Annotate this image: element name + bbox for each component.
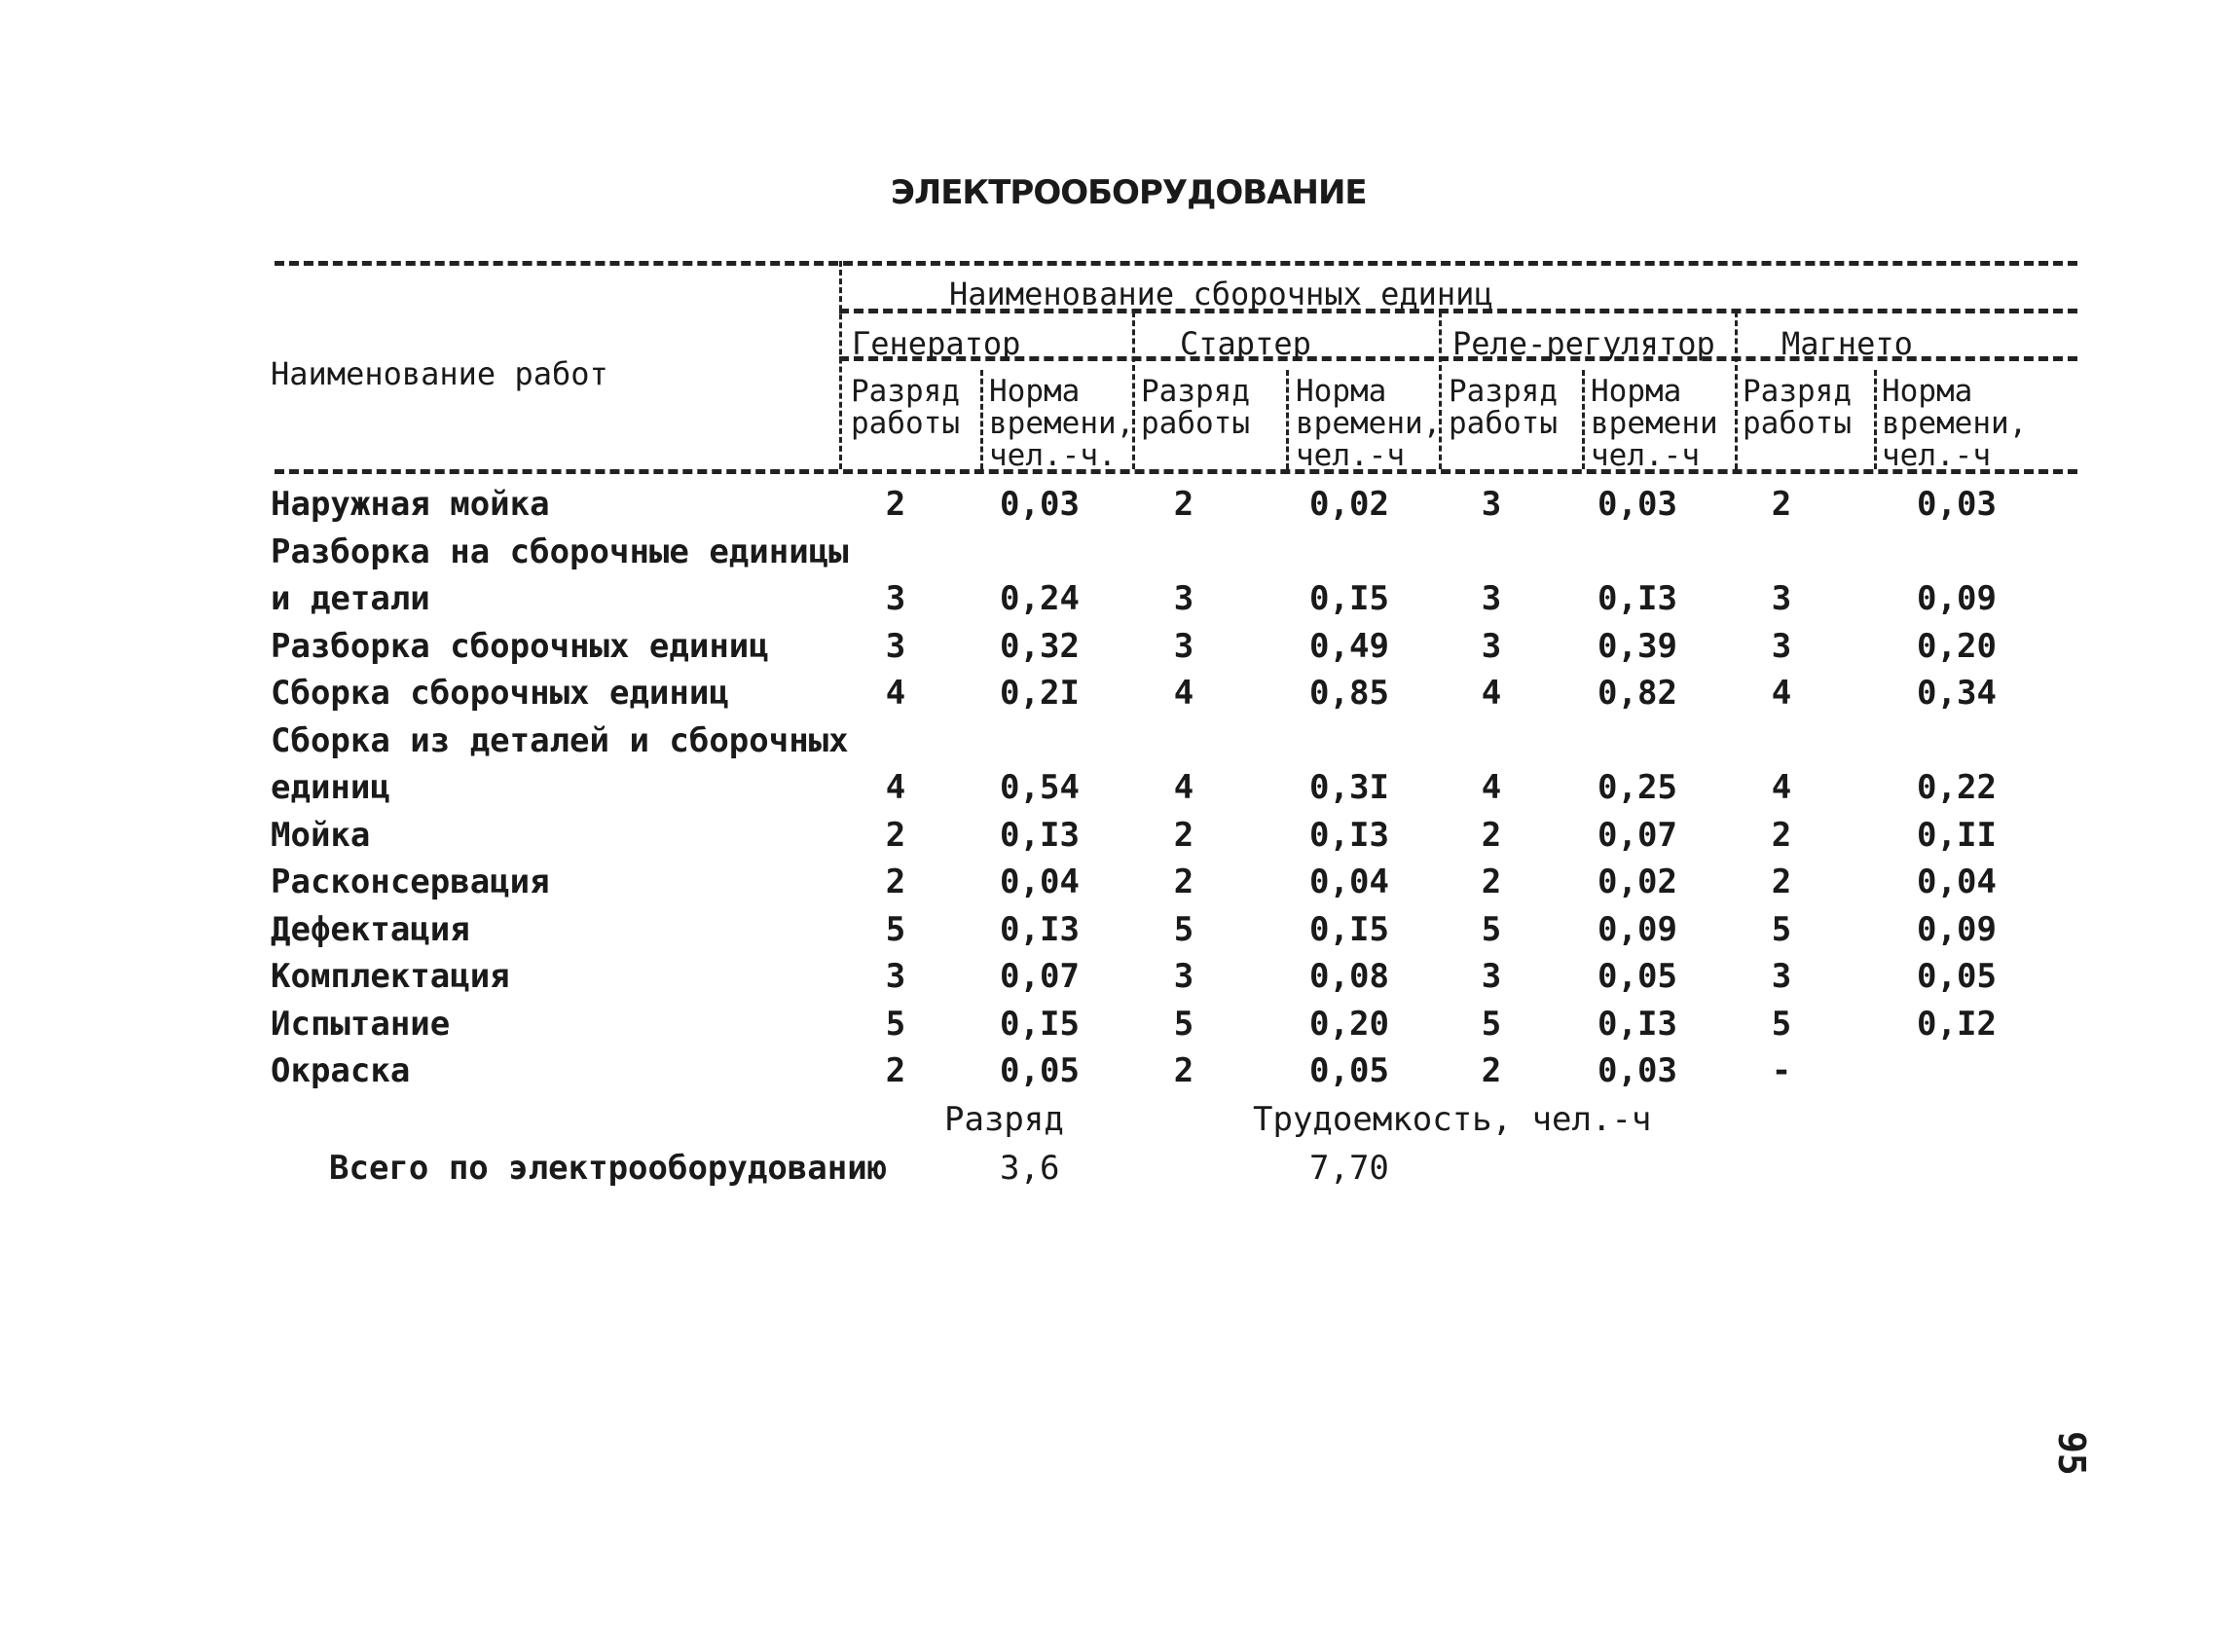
cell-time-norm: 0,22 <box>1917 768 1997 807</box>
row-work-name: Разборка на сборочные единицы <box>271 532 849 571</box>
cell-time-norm: 0,08 <box>1309 957 1389 996</box>
table-row <box>0 910 2240 957</box>
unit-header-starter: Стартер <box>1180 325 1311 362</box>
cell-time-norm: 0,02 <box>1309 485 1389 524</box>
cell-time-norm: 0,I3 <box>1597 1004 1677 1044</box>
cell-rank: 3 <box>1481 626 1502 666</box>
cell-time-norm: 0,25 <box>1597 768 1677 807</box>
table-row <box>0 627 2240 674</box>
cell-rank: 5 <box>1481 1004 1502 1044</box>
cell-time-norm: 0,34 <box>1917 674 1997 713</box>
summary-total-label: Всего по электрооборудованию <box>329 1149 888 1188</box>
cell-rank: 3 <box>1173 579 1194 618</box>
unit-divider-3 <box>1735 312 1738 469</box>
table-row <box>0 485 2240 532</box>
row-work-name: Мойка <box>271 815 371 855</box>
sub-header-norm: Норма времени, чел.-ч. <box>989 374 1135 473</box>
row-work-name: Испытание <box>271 1004 451 1044</box>
cell-time-norm: 0,09 <box>1917 909 1997 949</box>
table-row <box>0 721 2240 768</box>
cell-rank: 5 <box>1173 909 1194 949</box>
works-column-divider <box>839 261 842 469</box>
cell-rank: 4 <box>1481 674 1502 713</box>
summary-labor-label: Трудоемкость, чел.-ч <box>1253 1100 1652 1139</box>
row-work-name: Сборка сборочных единиц <box>271 674 729 713</box>
cell-time-norm: 0,54 <box>1000 768 1080 807</box>
cell-time-norm: 0,03 <box>1597 1051 1677 1090</box>
cell-rank: 2 <box>1173 485 1194 524</box>
cell-rank: 3 <box>1481 579 1502 618</box>
cell-rank: 5 <box>1771 909 1792 949</box>
cell-rank: 3 <box>1481 485 1502 524</box>
cell-rank: 2 <box>885 1051 906 1090</box>
cell-time-norm: 0,05 <box>1000 1051 1080 1090</box>
cell-rank: 3 <box>885 957 906 996</box>
row-work-name: и детали <box>271 579 430 618</box>
works-column-header: Наименование работ <box>271 355 608 392</box>
cell-time-norm: 0,05 <box>1309 1051 1389 1090</box>
cell-rank: 2 <box>885 485 906 524</box>
cell-rank: 2 <box>1481 815 1502 855</box>
unit-header-generator: Генератор <box>852 325 1021 362</box>
cell-rank: 3 <box>885 579 906 618</box>
cell-time-norm: 0,02 <box>1597 863 1677 901</box>
cell-rank: 5 <box>1173 1004 1194 1044</box>
cell-rank: 5 <box>1481 909 1502 949</box>
cell-time-norm: 0,07 <box>1597 815 1677 855</box>
cell-rank: 3 <box>1481 957 1502 996</box>
cell-rank: 2 <box>1771 863 1792 901</box>
table-row <box>0 816 2240 863</box>
header-top-rule <box>275 261 2077 266</box>
cell-time-norm: 0,03 <box>1597 485 1677 524</box>
cell-rank: 2 <box>1481 863 1502 901</box>
group-title: Наименование сборочных единиц <box>949 275 1493 312</box>
header-bottom-rule <box>275 469 2077 474</box>
cell-time-norm: 0,04 <box>1309 863 1389 901</box>
table-row <box>0 863 2240 909</box>
unit-header-relay-regulator: Реле-регулятор <box>1452 325 1715 362</box>
cell-rank: 4 <box>1771 768 1792 807</box>
cell-rank: 2 <box>1771 485 1792 524</box>
sub-divider-3 <box>1582 370 1585 469</box>
cell-rank: 4 <box>1173 674 1194 713</box>
sub-header-rank: Разряд работы <box>851 374 960 441</box>
cell-time-norm: 0,I5 <box>1000 1004 1080 1044</box>
cell-rank: 3 <box>1771 626 1792 666</box>
cell-rank: 2 <box>885 815 906 855</box>
cell-rank: 3 <box>885 626 906 666</box>
cell-time-norm: 0,09 <box>1917 579 1997 618</box>
cell-time-norm: 0,04 <box>1000 863 1080 901</box>
cell-rank: 4 <box>885 768 906 807</box>
cell-time-norm: 0,04 <box>1917 863 1997 901</box>
cell-time-norm: 0,07 <box>1000 957 1080 996</box>
sub-divider-1 <box>980 370 983 469</box>
table-row <box>0 674 2240 720</box>
cell-time-norm: 0,03 <box>1917 485 1997 524</box>
row-work-name: Наружная мойка <box>271 485 550 524</box>
cell-time-norm: 0,32 <box>1000 626 1080 666</box>
sub-header-norm: Норма времени, чел.-ч <box>1882 374 2028 473</box>
table-row <box>0 1005 2240 1051</box>
cell-time-norm: 0,03 <box>1000 485 1080 524</box>
cell-rank: 3 <box>1173 957 1194 996</box>
cell-rank: 2 <box>1481 1051 1502 1090</box>
cell-rank: 5 <box>885 909 906 949</box>
sub-divider-2 <box>1286 370 1289 469</box>
page-title: ЭЛЕКТРООБОРУДОВАНИЕ <box>891 173 1367 212</box>
table-row <box>0 579 2240 626</box>
cell-rank: 4 <box>885 674 906 713</box>
cell-rank: 4 <box>1481 768 1502 807</box>
cell-rank: 3 <box>1173 626 1194 666</box>
row-work-name: Разборка сборочных единиц <box>271 626 769 666</box>
row-work-name: единиц <box>271 768 390 807</box>
cell-time-norm: 0,05 <box>1597 957 1677 996</box>
cell-time-norm: 0,49 <box>1309 626 1389 666</box>
table-row <box>0 768 2240 815</box>
cell-time-norm: 0,3I <box>1309 768 1389 807</box>
sub-header-rank: Разряд работы <box>1449 374 1558 441</box>
cell-rank: 2 <box>1771 815 1792 855</box>
summary-labor-value: 7,70 <box>1309 1149 1389 1188</box>
cell-rank: 2 <box>1173 1051 1194 1090</box>
cell-time-norm: 0,I5 <box>1309 909 1389 949</box>
cell-rank: 5 <box>885 1004 906 1044</box>
cell-time-norm: 0,I3 <box>1597 579 1677 618</box>
row-work-name: Расконсервация <box>271 863 550 901</box>
cell-time-norm: 0,I2 <box>1917 1004 1997 1044</box>
cell-rank: 3 <box>1771 579 1792 618</box>
row-work-name: Окраска <box>271 1051 411 1090</box>
cell-time-norm: 0,85 <box>1309 674 1389 713</box>
cell-time-norm: 0,20 <box>1917 626 1997 666</box>
cell-rank: 2 <box>1173 863 1194 901</box>
cell-rank: 4 <box>1173 768 1194 807</box>
row-work-name: Дефектация <box>271 909 470 949</box>
cell-rank: 2 <box>1173 815 1194 855</box>
table-row <box>0 957 2240 1004</box>
sub-header-norm: Норма времени чел.-ч <box>1591 374 1718 473</box>
cell-time-norm: 0,20 <box>1309 1004 1389 1044</box>
sub-divider-4 <box>1874 370 1877 469</box>
cell-rank: 4 <box>1771 674 1792 713</box>
cell-time-norm: 0,II <box>1917 815 1997 855</box>
cell-time-norm: 0,I3 <box>1000 815 1080 855</box>
cell-rank: - <box>1771 1051 1792 1090</box>
cell-time-norm: 0,39 <box>1597 626 1677 666</box>
cell-time-norm: 0,I5 <box>1309 579 1389 618</box>
page-number: 95 <box>2050 1431 2093 1476</box>
cell-time-norm: 0,I3 <box>1309 815 1389 855</box>
row-work-name: Комплектация <box>271 957 510 996</box>
summary-rank-label: Разряд <box>944 1100 1064 1139</box>
cell-time-norm: 0,2I <box>1000 674 1080 713</box>
cell-time-norm: 0,05 <box>1917 957 1997 996</box>
cell-rank: 5 <box>1771 1004 1792 1044</box>
cell-rank: 3 <box>1771 957 1792 996</box>
sub-header-rank: Разряд работы <box>1743 374 1852 441</box>
cell-time-norm: 0,I3 <box>1000 909 1080 949</box>
table-row <box>0 532 2240 579</box>
unit-header-magneto: Магнето <box>1781 325 1913 362</box>
sub-header-norm: Норма времени, чел.-ч <box>1296 374 1442 473</box>
cell-time-norm: 0,24 <box>1000 579 1080 618</box>
cell-time-norm: 0,82 <box>1597 674 1677 713</box>
cell-rank: 2 <box>885 863 906 901</box>
table-row <box>0 1051 2240 1098</box>
sub-header-rank: Разряд работы <box>1141 374 1250 441</box>
summary-rank-value: 3,6 <box>1000 1149 1060 1188</box>
cell-time-norm: 0,09 <box>1597 909 1677 949</box>
row-work-name: Сборка из деталей и сборочных <box>271 720 849 760</box>
